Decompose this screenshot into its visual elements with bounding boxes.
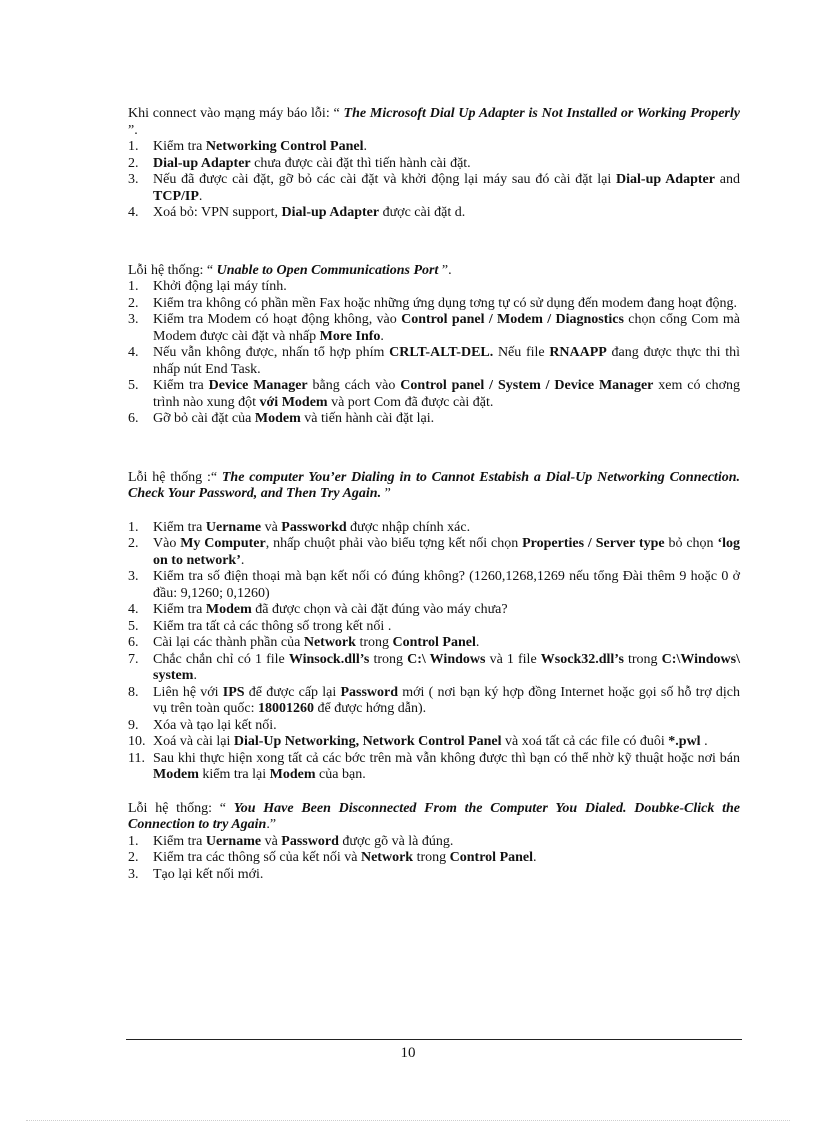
step-term: Networking Control Panel — [205, 139, 364, 154]
step-item — [128, 520, 740, 537]
step-text: được nhập chính xác. — [346, 519, 471, 535]
step-number: 2. — [128, 295, 139, 311]
error-message: The Microsoft Dial Up Adapter is Not Installed or Working Properly — [343, 106, 740, 121]
heading-suffix: .” — [266, 817, 277, 832]
step-term: IPS — [222, 684, 245, 700]
step-term: Password — [340, 684, 399, 700]
step-number: 2. — [128, 155, 139, 171]
error-message: You Have Been Disconnected From the Computer You Dialed. Doubke-Click the Connection to try Again — [128, 800, 740, 832]
step-term: Control panel / Modem / Diagnostics — [401, 312, 624, 327]
step-text: để được hớng dẫn). — [313, 701, 427, 716]
step-text: chọn cổng Com mà Modem được cài đặt và nhấp — [153, 312, 740, 344]
step-text: Khởi động lại máy tính. — [153, 279, 287, 294]
step-item — [128, 867, 740, 884]
step-item — [128, 411, 740, 428]
section-dial-up-adapter-error — [128, 106, 740, 222]
step-term: Password — [281, 833, 339, 849]
step-text: chưa được cài đặt thì tiến hành cài đặt. — [250, 155, 471, 171]
step-item — [128, 378, 740, 411]
step-text: Kiểm tra — [153, 378, 209, 393]
step-item — [128, 602, 740, 619]
step-term: Modem — [269, 767, 316, 782]
steps-list — [128, 279, 740, 428]
step-term: Modem — [205, 602, 252, 617]
step-number: 3. — [128, 172, 139, 187]
step-text: và port Com đã được cài đặt. — [327, 394, 494, 410]
step-item — [128, 834, 740, 851]
step-text: xem có chơng trình nào xung đột — [153, 378, 740, 410]
step-item — [128, 156, 740, 173]
step-term: Network — [303, 635, 356, 650]
step-text: Kiểm tra — [153, 833, 206, 849]
step-text: . — [193, 668, 197, 683]
step-number: 5. — [128, 618, 139, 634]
step-term: Dial-up Adapter — [281, 205, 380, 220]
section-connection-error — [128, 470, 740, 784]
step-item — [128, 652, 740, 685]
step-number: 6. — [128, 635, 139, 650]
heading-prefix: Lỗi hệ thống :“ — [128, 469, 222, 485]
section-heading — [128, 470, 740, 503]
step-number: 2. — [128, 536, 139, 551]
step-item — [128, 850, 740, 867]
step-text: bằng cách vào — [307, 378, 401, 393]
step-text: Kiểm tra số điện thoại mà bạn kết nối có đúng không? (1260,1268,1269 nếu tổng Đài thêm 9 hoặc 0 ở đầu: 9,1260; 0,1260) — [153, 569, 740, 601]
step-item — [128, 751, 740, 784]
section-communications-port-error — [128, 263, 740, 428]
steps-list — [128, 139, 740, 222]
step-text: Liên hệ với — [153, 684, 223, 700]
section-disconnected-error — [128, 801, 740, 884]
step-text: và xoá tất cả các file có đuôi — [501, 734, 669, 749]
step-text: mới ( nơi bạn ký hợp đồng Internet hoặc gọi số hỗ trợ dịch vụ trên toàn quốc: — [153, 684, 740, 716]
step-term: Uername — [205, 833, 262, 849]
steps-list — [128, 520, 740, 784]
step-text: . — [533, 850, 537, 865]
step-text: kiểm tra lại — [198, 767, 270, 782]
step-term: C:\Windows\ system — [153, 651, 740, 683]
step-item — [128, 569, 740, 602]
heading-prefix: Lỗi hệ thống: “ — [128, 262, 217, 278]
step-number: 10. — [128, 734, 146, 749]
step-text: Gỡ bỏ cài đặt của — [153, 411, 255, 426]
step-term: Device Manager — [208, 378, 308, 393]
step-text: của bạn. — [315, 767, 366, 782]
step-item — [128, 718, 740, 735]
step-text: Sau khi thực hiện xong tất cả các bớc trên mà vẫn không được thì bạn có thể nhờ kỹ thuật hoặc nơi bán — [153, 750, 740, 766]
step-number: 1. — [128, 139, 139, 154]
step-text: Tạo lại kết nối mới. — [153, 866, 264, 882]
step-number: 5. — [128, 378, 139, 393]
step-text: Nếu vẫn không được, nhấn tổ hợp phím — [153, 345, 390, 360]
step-text: Nếu file — [493, 345, 550, 360]
step-text: trong — [355, 635, 393, 650]
step-term: Wsock32.dll’s — [540, 651, 624, 667]
step-item — [128, 536, 740, 569]
steps-list — [128, 834, 740, 884]
step-item — [128, 205, 740, 222]
step-text: Kiểm tra — [153, 602, 206, 617]
step-term: Properties / Server type — [522, 536, 665, 551]
step-text: trong — [623, 651, 662, 667]
step-text: Kiểm tra các thông số của kết nối và — [153, 850, 361, 865]
step-text: Xoá bỏ: VPN support, — [153, 205, 282, 220]
step-number: 8. — [128, 684, 139, 700]
step-number: 7. — [128, 651, 139, 667]
step-text: được cài đặt d. — [379, 205, 466, 220]
step-text: . — [700, 734, 708, 749]
step-text: đã được chọn và cài đặt đúng vào máy chưa? — [251, 602, 508, 617]
step-term: Uername — [205, 519, 262, 535]
heading-suffix: ”. — [438, 262, 452, 278]
step-text: để được cấp lại — [244, 684, 341, 700]
step-item — [128, 734, 740, 751]
step-text: Kiểm tra Modem có hoạt động không, vào — [153, 312, 402, 327]
error-message: Unable to Open Communications Port — [216, 262, 439, 278]
step-term: Control Panel — [449, 850, 534, 865]
error-message: The computer You’er Dialing in to Cannot Estabish a Dial-Up Networking Connection. Check Your Password, and Then Try Again. — [128, 469, 740, 501]
step-number: 4. — [128, 205, 139, 220]
step-item — [128, 619, 740, 636]
step-text: Cài lại các thành phần của — [153, 635, 304, 650]
step-text: bỏ chọn — [664, 536, 718, 551]
document-body — [128, 106, 740, 883]
step-number: 3. — [128, 866, 139, 882]
step-text: . — [363, 139, 367, 154]
step-text: Xoá và cài lại — [153, 734, 234, 749]
footer-rule — [126, 1039, 742, 1040]
step-number: 3. — [128, 569, 139, 584]
step-term: Modem — [153, 767, 199, 782]
step-text: được gõ và là đúng. — [338, 833, 454, 849]
step-text: Kiểm tra không có phần mền Fax hoặc những ứng dụng tơng tự có sử dụng đến modem đang hoạt động. — [153, 295, 738, 311]
step-term: 18001260 — [257, 701, 314, 716]
heading-prefix: Khi connect vào mạng máy báo lỗi: “ — [128, 106, 344, 121]
step-term: Dial-up Adapter — [616, 172, 715, 187]
step-term: với Modem — [259, 394, 328, 410]
step-text: trong — [413, 850, 450, 865]
step-text: and — [714, 172, 740, 187]
page-number: 10 — [400, 1045, 416, 1061]
step-text: Xóa và tạo lại kết nối. — [153, 717, 277, 733]
step-text: . — [380, 328, 384, 344]
step-term: More Info — [319, 328, 381, 344]
step-term: TCP/IP — [153, 188, 199, 204]
step-number: 9. — [128, 717, 139, 733]
step-term: Winsock.dll’s — [288, 651, 370, 667]
step-text: và 1 file — [485, 651, 541, 667]
step-term: Control panel / System / Device Manager — [400, 378, 654, 393]
heading-prefix: Lỗi hệ thống: “ — [128, 800, 234, 816]
step-text: đang được thực thi thì nhấp nút End Task. — [153, 345, 740, 377]
step-term: C:\ Windows — [407, 651, 486, 667]
heading-suffix: ” — [381, 486, 391, 501]
step-term: *.pwl — [668, 734, 701, 749]
step-item — [128, 279, 740, 296]
step-item — [128, 312, 740, 345]
step-term: Network — [360, 850, 414, 865]
section-heading — [128, 263, 740, 280]
step-term: Control Panel — [392, 635, 476, 650]
step-text: . — [475, 635, 480, 650]
step-term: Passworkd — [281, 519, 347, 535]
step-term: Dial-up Adapter — [153, 155, 251, 171]
step-text: Vào — [153, 536, 181, 551]
step-number: 1. — [128, 279, 139, 294]
step-term: RNAAPP — [549, 345, 607, 360]
section-heading — [128, 801, 740, 834]
step-text: và — [261, 519, 282, 535]
step-text: . — [198, 188, 203, 204]
step-item — [128, 635, 740, 652]
step-text: Chắc chắn chỉ có 1 file — [153, 651, 289, 667]
step-number: 1. — [128, 833, 139, 849]
step-term: Dial-Up Networking, Network Control Panel — [233, 734, 502, 749]
step-term: Modem — [254, 411, 301, 426]
step-number: 11. — [128, 750, 145, 766]
step-text: Kiểm tra tất cả các thông số trong kết nối . — [153, 618, 392, 634]
step-term: CRLT-ALT-DEL. — [389, 345, 494, 360]
page-edge-divider — [26, 1120, 790, 1121]
section-heading — [128, 106, 740, 139]
step-text: Kiểm tra — [153, 519, 206, 535]
step-item — [128, 345, 740, 378]
step-text: và — [261, 833, 282, 849]
step-term: My Computer — [180, 536, 266, 551]
step-text: và tiến hành cài đặt lại. — [300, 411, 435, 426]
step-item — [128, 172, 740, 205]
step-number: 4. — [128, 345, 139, 360]
step-text: Nếu đã được cài đặt, gỡ bỏ các cài đặt và khởi động lại máy sau đó cài đặt lại — [153, 172, 617, 187]
step-number: 6. — [128, 411, 139, 426]
step-item — [128, 685, 740, 718]
heading-suffix: ”. — [128, 122, 138, 138]
step-text: . — [240, 552, 245, 568]
step-number: 2. — [128, 850, 139, 865]
step-text: , nhấp chuột phải vào biểu tợng kết nối chọn — [265, 536, 523, 551]
step-item — [128, 139, 740, 156]
step-number: 1. — [128, 519, 139, 535]
step-text: Kiểm tra — [153, 139, 206, 154]
step-item — [128, 296, 740, 313]
step-text: trong — [369, 651, 408, 667]
step-number: 3. — [128, 312, 139, 327]
step-number: 4. — [128, 602, 139, 617]
step-term: ‘log on to network’ — [153, 536, 740, 568]
